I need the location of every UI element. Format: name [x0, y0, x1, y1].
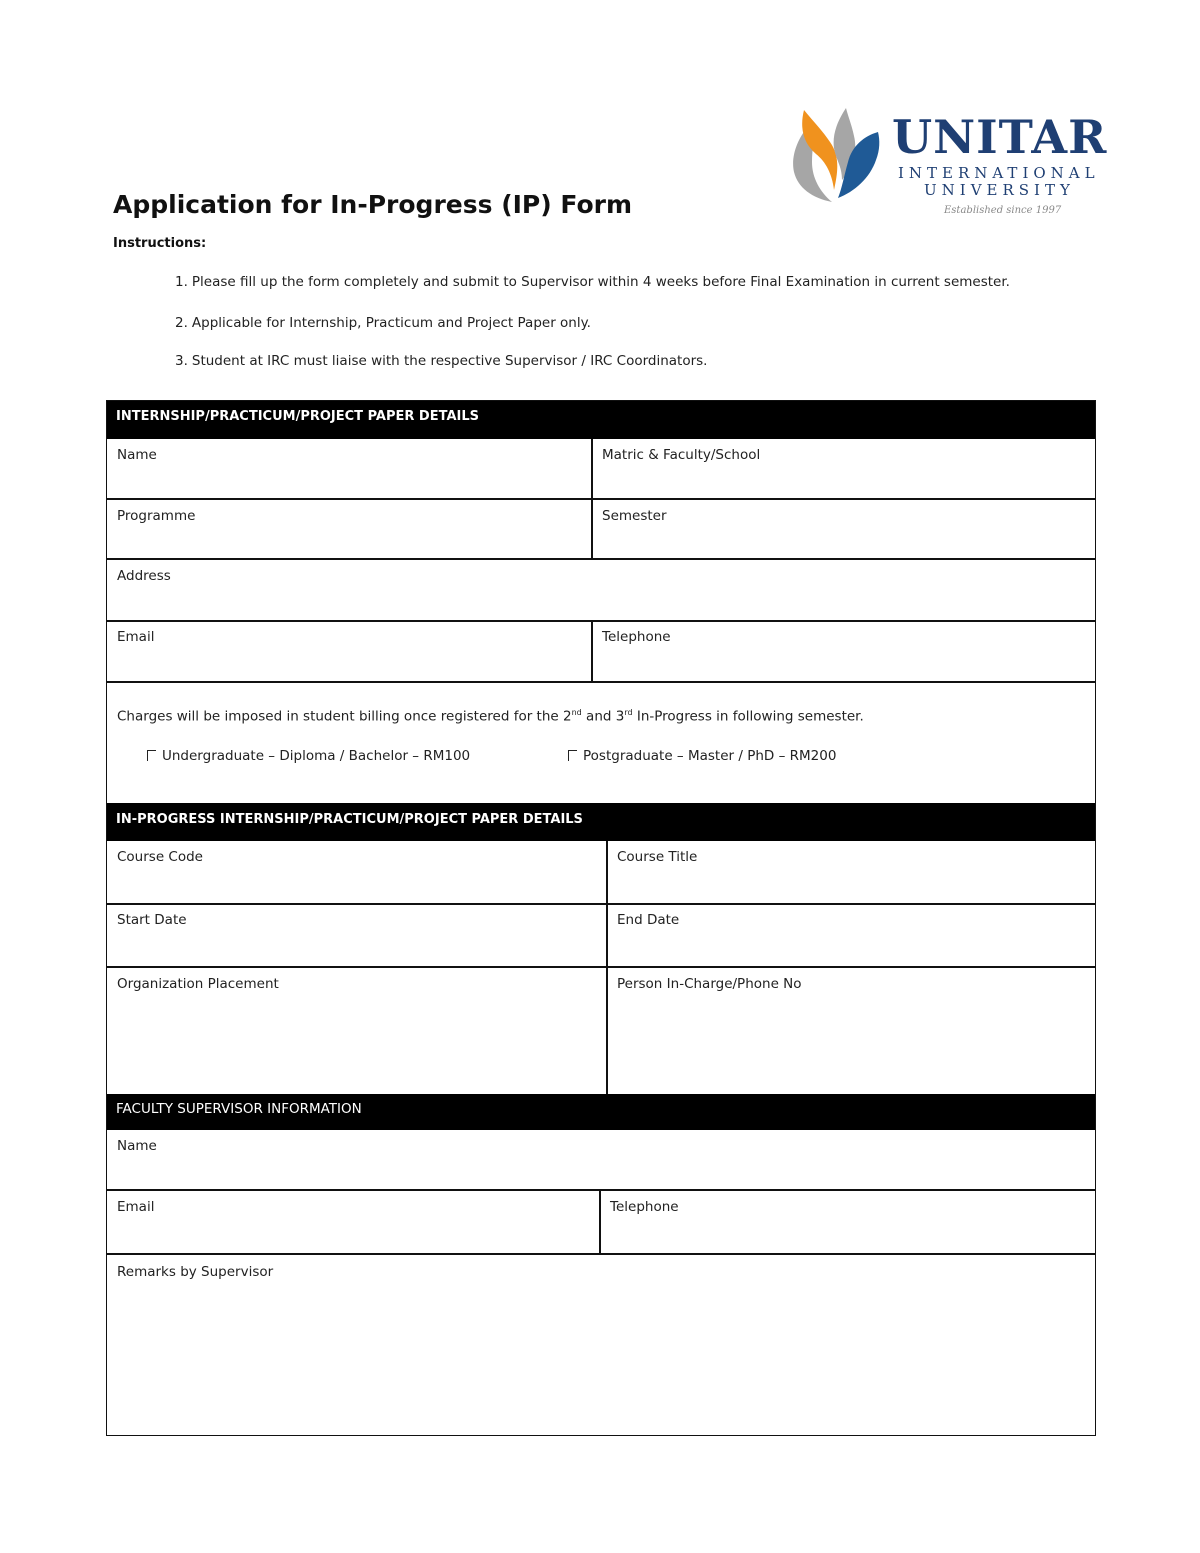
- checkbox-icon[interactable]: [147, 750, 156, 761]
- instructions-label: Instructions:: [113, 236, 207, 251]
- instruction-text: Student at IRC must liaise with the respective Supervisor / IRC Coordinators.: [191, 353, 708, 369]
- logo-line-university: UNIVERSITY: [924, 181, 1075, 199]
- charges-superscript: nd: [571, 708, 582, 717]
- course-title-field[interactable]: Course Title: [617, 849, 698, 865]
- supervisor-remarks-field[interactable]: Remarks by Supervisor: [117, 1264, 274, 1280]
- logo-wordmark: UNITAR: [892, 110, 1108, 164]
- instruction-item: [175, 274, 1100, 290]
- unitar-logo: [782, 102, 1108, 224]
- divider: [606, 904, 608, 967]
- divider: [591, 621, 593, 682]
- name-field[interactable]: Name: [117, 447, 157, 463]
- semester-field[interactable]: Semester: [602, 508, 667, 524]
- programme-field[interactable]: Programme: [117, 508, 196, 524]
- postgraduate-option-label: Postgraduate – Master / PhD – RM200: [583, 748, 837, 764]
- course-code-field[interactable]: Course Code: [117, 849, 203, 865]
- logo-line-international: INTERNATIONAL: [898, 164, 1100, 182]
- charges-superscript: rd: [624, 708, 633, 717]
- instruction-number: 2.: [175, 315, 188, 331]
- ip-form-table: [106, 400, 1096, 1436]
- charges-text: and 3: [581, 708, 625, 725]
- section-header-faculty-supervisor: FACULTY SUPERVISOR INFORMATION: [107, 1094, 1095, 1130]
- end-date-field[interactable]: End Date: [617, 912, 680, 928]
- charges-text: In-Progress in following semester.: [632, 708, 864, 725]
- section-header-in-progress-details: IN-PROGRESS INTERNSHIP/PRACTICUM/PROJECT PAPER DETAILS: [107, 803, 1095, 841]
- supervisor-email-field[interactable]: Email: [117, 1199, 155, 1215]
- supervisor-name-field[interactable]: Name: [117, 1138, 157, 1154]
- email-field[interactable]: Email: [117, 629, 155, 645]
- instruction-number: 3.: [175, 353, 188, 369]
- postgraduate-option[interactable]: [568, 748, 836, 764]
- telephone-field[interactable]: Telephone: [602, 629, 671, 645]
- logo-tagline: Established since 1997: [944, 205, 1062, 216]
- divider: [599, 1190, 601, 1254]
- instruction-item: [175, 353, 1100, 369]
- matric-faculty-field[interactable]: Matric & Faculty/School: [602, 447, 761, 463]
- divider: [591, 499, 593, 559]
- person-in-charge-field[interactable]: Person In-Charge/Phone No: [617, 976, 802, 992]
- section-header-internship-details: INTERNSHIP/PRACTICUM/PROJECT PAPER DETAILS: [107, 401, 1095, 439]
- divider: [107, 681, 1095, 683]
- divider: [606, 841, 608, 904]
- instruction-number: 1.: [175, 274, 188, 290]
- address-field[interactable]: Address: [117, 568, 171, 584]
- instruction-text: Applicable for Internship, Practicum and Project Paper only.: [191, 315, 591, 331]
- undergraduate-option-label: Undergraduate – Diploma / Bachelor – RM100: [162, 748, 471, 764]
- divider: [107, 1253, 1095, 1255]
- instruction-text: Please fill up the form completely and submit to Supervisor within 4 weeks before Final Examination in current semester.: [191, 274, 1010, 290]
- charges-text: Charges will be imposed in student billing once registered for the 2: [117, 708, 572, 725]
- divider: [606, 967, 608, 1095]
- divider: [591, 439, 593, 499]
- charges-note: [117, 708, 864, 725]
- checkbox-icon[interactable]: [568, 750, 577, 761]
- start-date-field[interactable]: Start Date: [117, 912, 187, 928]
- instruction-item: [175, 315, 1100, 331]
- supervisor-telephone-field[interactable]: Telephone: [610, 1199, 679, 1215]
- leaf-emblem-icon: [782, 102, 892, 212]
- undergraduate-option[interactable]: [147, 748, 470, 764]
- organization-placement-field[interactable]: Organization Placement: [117, 976, 279, 992]
- page-title: Application for In-Progress (IP) Form: [113, 190, 632, 219]
